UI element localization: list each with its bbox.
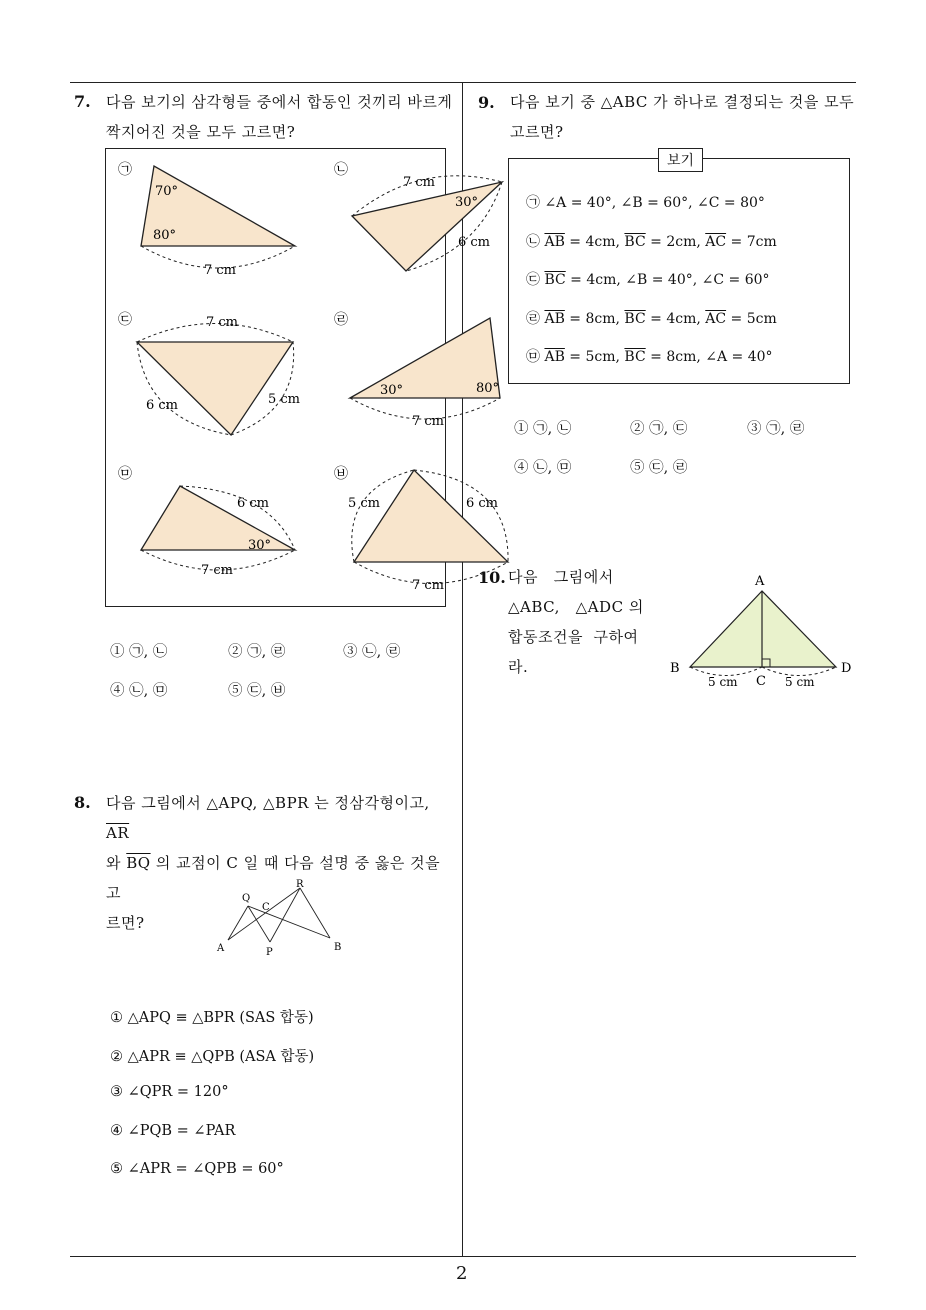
q7-fig-a-mark: ㉠ (118, 162, 132, 178)
q7-option-3[interactable]: ③ ㉡, ㉣ (343, 644, 401, 660)
q7-fig-c-triangle (137, 342, 293, 435)
q9-line1: 다음 보기 중 △ABC 가 하나로 결정되는 것을 모두 (510, 93, 855, 111)
q8-option-5[interactable]: ⑤ ∠APR = ∠QPB = 60° (110, 1161, 284, 1177)
q10-triangle (690, 591, 836, 667)
q10-label-D: D (841, 661, 852, 676)
q7-fig-a (118, 162, 295, 278)
q9-item3-t1: = 4cm, ∠B = 40°, ∠C = 60° (565, 272, 770, 288)
q9-bogi-title: 보기 (658, 148, 703, 172)
q8-seg-RB (300, 888, 330, 938)
q8-label-Q: Q (242, 893, 251, 904)
q9-line2: 고르면? (510, 123, 564, 141)
q8-label-B: B (334, 942, 342, 953)
q7-number: 7. (74, 92, 91, 111)
q7-fig-a-side: 7 cm (204, 263, 237, 278)
q7-fig-e-triangle (141, 486, 295, 550)
q10-line1: 다음 그림에서 (508, 568, 614, 586)
q8-line3: 르면? (106, 914, 145, 932)
q7-fig-b (334, 162, 502, 271)
q10-label-BC: 5 cm (708, 675, 738, 689)
q9-item3-seg1: $\overline{BC}$ (544, 272, 566, 288)
q8-line2-post: 의 교점이 C 일 때 다음 설명 중 옳은 것을 고 (106, 854, 441, 902)
q7-fig-b-triangle (352, 182, 502, 271)
q7-fig-d-angle2: 80° (476, 381, 500, 396)
q8-seg-QB (248, 906, 330, 938)
q9-item4-mark: ㉣ (526, 311, 540, 327)
q8-line1-segment: $\overline{AR}$ (106, 824, 130, 842)
bottom-rule (70, 1256, 856, 1257)
q9-number: 9. (478, 93, 495, 112)
q7-fig-e-side2: 7 cm (201, 563, 234, 578)
q9-item5-seg2: $\overline{BC}$ (624, 349, 646, 365)
q7-fig-d-side: 7 cm (412, 414, 445, 429)
q10-number: 10. (478, 568, 506, 587)
q9-item4-seg1: $\overline{AB}$ (544, 311, 565, 327)
q9-option-3[interactable]: ③ ㉠, ㉣ (747, 421, 805, 437)
q7-fig-f-side3: 7 cm (412, 578, 445, 593)
q9-item2-seg2: $\overline{BC}$ (624, 234, 646, 250)
q8-line1 (106, 788, 456, 848)
q9-bogi-item-5 (526, 346, 773, 366)
q8-label-A: A (217, 943, 225, 954)
q9-bogi-item-4 (526, 308, 777, 328)
q9-item2-t2: = 2cm, (645, 234, 706, 250)
q8-line2-pre: 와 (106, 854, 127, 872)
q7-fig-f-triangle (354, 470, 508, 562)
q7-fig-c-side3: 5 cm (268, 392, 301, 407)
q9-bogi-item-2 (526, 231, 777, 251)
q9-option-1[interactable]: ① ㉠, ㉡ (514, 421, 572, 437)
q9-item1-text: ∠A = 40°, ∠B = 60°, ∠C = 80° (544, 195, 765, 211)
q8-option-4[interactable]: ④ ∠PQB = ∠PAR (110, 1123, 236, 1139)
q7-fig-c-mark: ㉢ (118, 312, 132, 328)
q10-label-C: C (756, 674, 766, 689)
q10-line3: 합동조건을 구하여 (508, 628, 639, 646)
q9-item2-mark: ㉡ (526, 234, 540, 250)
q10-label-A: A (755, 574, 765, 589)
q7-fig-a-angle2: 80° (153, 228, 177, 243)
q8-option-1[interactable]: ① △APQ ≡ △BPR (SAS 합동) (110, 1010, 314, 1026)
q8-seg-PR (270, 888, 300, 942)
q9-item5-t1: = 5cm, (564, 349, 625, 365)
q9-item4-t1: = 8cm, (564, 311, 625, 327)
q7-fig-f-side2: 6 cm (466, 496, 499, 511)
q9-item5-t2: = 8cm, ∠A = 40° (645, 349, 773, 365)
q8-line1-pre: 다음 그림에서 △APQ, △BPR 는 정삼각형이고, (106, 794, 430, 812)
q8-label-C: C (262, 902, 270, 913)
q9-item4-t3: = 5cm (726, 311, 777, 327)
page-number: 2 (456, 1263, 468, 1284)
q8-number: 8. (74, 793, 91, 812)
q7-fig-d (334, 312, 500, 429)
q7-option-2[interactable]: ② ㉠, ㉣ (228, 644, 286, 660)
q9-item2-seg3: $\overline{AC}$ (705, 234, 727, 250)
q9-item2-t1: = 4cm, (564, 234, 625, 250)
q9-item2-t3: = 7cm (726, 234, 777, 250)
q8-option-3[interactable]: ③ ∠QPR = 120° (110, 1084, 229, 1100)
q7-option-1[interactable]: ① ㉠, ㉡ (110, 644, 168, 660)
q10-label-B: B (670, 661, 680, 676)
q7-fig-b-side2: 6 cm (458, 235, 491, 250)
q10-line2: △ABC, △ADC 의 (508, 598, 644, 616)
q8-figure (208, 872, 368, 962)
q9-item5-mark: ㉤ (526, 349, 540, 365)
q8-seg-AQ (228, 906, 248, 940)
q9-option-2[interactable]: ② ㉠, ㉢ (630, 421, 688, 437)
q7-fig-c-side1: 7 cm (206, 315, 239, 330)
q10-text (508, 562, 653, 682)
q7-fig-b-side1: 7 cm (403, 175, 436, 190)
q9-option-4[interactable]: ④ ㉡, ㉤ (514, 460, 572, 476)
q7-fig-a-angle1: 70° (155, 184, 179, 199)
q7-fig-b-angle: 30° (455, 195, 479, 210)
q7-fig-f-mark: ㉥ (334, 466, 348, 482)
q7-fig-c-side2: 6 cm (146, 398, 179, 413)
q9-item1-mark: ㉠ (526, 195, 540, 211)
q7-fig-e (118, 466, 295, 578)
q7-fig-d-mark: ㉣ (334, 312, 348, 328)
q8-label-P: P (266, 947, 273, 958)
q10-label-CD: 5 cm (785, 675, 815, 689)
q9-item4-seg3: $\overline{AC}$ (705, 311, 727, 327)
q7-option-5[interactable]: ⑤ ㉢, ㉥ (228, 683, 286, 699)
q7-fig-d-angle1: 30° (380, 383, 404, 398)
q7-fig-b-mark: ㉡ (334, 162, 348, 178)
q8-line2-segment: $\overline{BQ}$ (126, 854, 151, 872)
q9-item2-seg1: $\overline{AB}$ (544, 234, 565, 250)
q9-item4-seg2: $\overline{BC}$ (624, 311, 646, 327)
q9-text (510, 87, 860, 147)
q9-item3-mark: ㉢ (526, 272, 540, 288)
q7-fig-c (118, 312, 300, 435)
q7-fig-e-angle: 30° (248, 538, 272, 553)
q10-figure (664, 568, 864, 698)
q7-fig-e-side1: 6 cm (237, 496, 270, 511)
q8-option-2[interactable]: ② △APR ≡ △QPB (ASA 합동) (110, 1049, 315, 1065)
q9-bogi-item-1 (526, 192, 765, 212)
q10-line4: 라. (508, 658, 529, 676)
q9-item5-seg1: $\overline{AB}$ (544, 349, 565, 365)
q7-fig-e-mark: ㉤ (118, 466, 132, 482)
q8-label-R: R (296, 879, 304, 890)
q7-option-4[interactable]: ④ ㉡, ㉤ (110, 683, 168, 699)
q7-fig-f-side1: 5 cm (348, 496, 381, 511)
q7-line2: 짝지어진 것을 모두 고르면? (106, 123, 296, 141)
q7-line1: 다음 보기의 삼각형들 중에서 합동인 것끼리 바르게 (106, 93, 453, 111)
q9-bogi-item-3 (526, 269, 770, 289)
q9-option-5[interactable]: ⑤ ㉢, ㉣ (630, 460, 688, 476)
q9-item4-t2: = 4cm, (645, 311, 706, 327)
